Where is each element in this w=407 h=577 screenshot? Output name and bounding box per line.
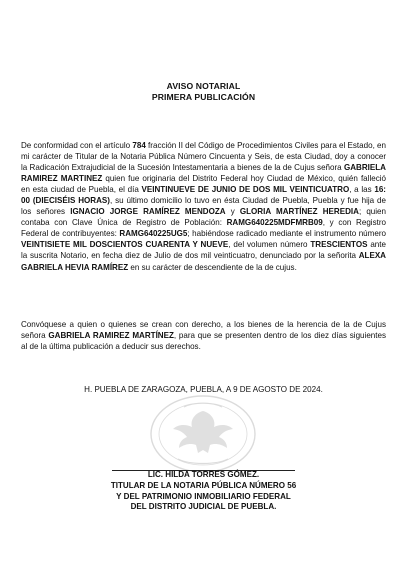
death-date: VEINTINUEVE DE JUNIO DE DOS MIL VEINTICUATRO bbox=[141, 185, 350, 195]
body-text: De conformidad con el artículo bbox=[21, 141, 133, 150]
body-text: , su último domicilio lo tuvo en ésta Ciudad de Puebla, Puebla y fue hija de los señores bbox=[21, 196, 386, 217]
deceased-name: GABRIELA RAMIREZ MARTÍNEZ bbox=[48, 331, 174, 341]
body-text: y bbox=[225, 207, 240, 217]
place-date-line: H. PUEBLA DE ZARAGOZA, PUEBLA, A 9 DE AGOSTO DE 2024. bbox=[84, 385, 323, 394]
notary-title-line: Y DEL PATRIMONIO INMOBILIARIO FEDERAL bbox=[116, 491, 291, 501]
body-text: en su carácter de descendiente de la de cujus. bbox=[128, 262, 297, 272]
summons-paragraph bbox=[21, 319, 386, 352]
notary-title-line: DEL DISTRITO JUDICIAL DE PUEBLA. bbox=[130, 502, 277, 511]
deceased-name: GABRIELA RAMIREZ MARTINEZ bbox=[21, 163, 386, 184]
body-text: ; habiéndose radicado mediante el instrumento número bbox=[187, 229, 386, 239]
body-text: fracción II del Código de Procedimientos Civiles para el Estado, en mi carácter de Titular de la Notaria Pública Número Cincuenta y Seis, de esta Ciudad, doy a conocer la Radicación Extrajudicial de la Sucesión Intestamentaria a bienes de la de Cujus señora bbox=[21, 141, 387, 173]
notice-body-paragraph bbox=[21, 140, 386, 273]
volume-number: TRESCIENTOS bbox=[310, 240, 368, 250]
mother-name: GLORIA MARTÍNEZ HEREDIA bbox=[239, 207, 359, 217]
body-text: , del volumen número bbox=[228, 240, 311, 250]
father-name: IGNACIO JORGE RAMÍREZ MENDOZA bbox=[70, 207, 226, 217]
death-time: 16: 00 (DIECISÉIS HORAS) bbox=[21, 185, 386, 206]
body-text: , para que se presenten dentro de los diez días siguientes al de la última publicación a deducir sus derechos. bbox=[21, 331, 386, 352]
publication-subtitle: PRIMERA PUBLICACIÓN bbox=[151, 92, 256, 102]
body-text: , a las bbox=[349, 185, 375, 195]
claimant-name: ALEXA GABRIELA HEVIA RAMÍREZ bbox=[21, 251, 386, 272]
rfc-code: RAMG640225UG5 bbox=[119, 229, 188, 239]
notice-title: AVISO NOTARIAL bbox=[166, 81, 241, 91]
body-text: Convóquese a quien o quienes se crean con derecho, a los bienes de la herencia de la de Cujus señora bbox=[21, 320, 386, 341]
instrument-number: VEINTISIETE MIL DOSCIENTOS CUARENTA Y NUEVE bbox=[21, 240, 229, 250]
notary-seal-eagle-icon bbox=[148, 393, 258, 475]
notary-name: LIC. HILDA TORRES GÓMEZ. bbox=[147, 470, 260, 479]
body-text: quien fue originaria del Distrito Federal hoy Ciudad de México, quién falleció en esta ciudad de Puebla, el día bbox=[21, 174, 386, 195]
body-text: ; quien contaba con Clave Única de Registro de Población: bbox=[21, 207, 387, 228]
curp-code: RAMG640225MDFMRB09 bbox=[226, 218, 323, 228]
notary-title-line: TITULAR DE LA NOTARIA PÚBLICA NÚMERO 56 bbox=[110, 481, 297, 490]
article-number: 784 bbox=[132, 141, 146, 150]
body-text: , y con Registro Federal de contribuyentes: bbox=[21, 218, 386, 239]
body-text: ante la suscrita Notario, en fecha diez de Julio de dos mil veinticuatro, denunciado por la señorita bbox=[21, 240, 386, 261]
